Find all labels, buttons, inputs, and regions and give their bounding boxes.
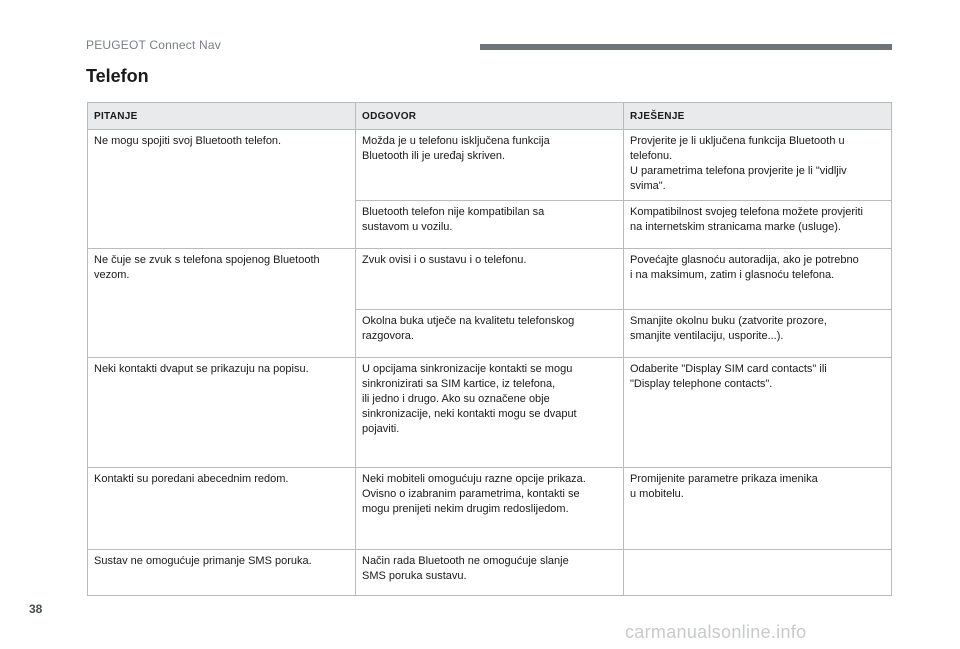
column-header-question: PITANJE	[88, 103, 356, 130]
answer-cell: Način rada Bluetooth ne omogućuje slanje SMS poruka sustavu.	[356, 550, 624, 596]
answer-cell: U opcijama sinkronizacije kontakti se mogu sinkronizirati sa SIM kartice, iz telefona, ili jedno i drugo. Ako su označene obje sinkronizacije, neki kontakti mogu se dvaput pojaviti.	[356, 358, 624, 468]
header-bar	[480, 44, 892, 50]
solution-cell: Provjerite je li uključena funkcija Bluetooth u telefonu. U parametrima telefona provjerite je li "vidljiv svima".	[624, 130, 892, 201]
table-row	[88, 468, 892, 550]
brand-label: PEUGEOT Connect Nav	[86, 38, 221, 52]
solution-cell: Povećajte glasnoću autoradija, ako je potrebno i na maksimum, zatim i glasnoću telefona.	[624, 249, 892, 310]
page-number: 38	[29, 602, 43, 616]
question-cell: Ne čuje se zvuk s telefona spojenog Bluetooth vezom.	[88, 249, 356, 358]
table-row	[88, 249, 892, 310]
answer-cell: Okolna buka utječe na kvalitetu telefonskog razgovora.	[356, 310, 624, 358]
solution-cell: Smanjite okolnu buku (zatvorite prozore, smanjite ventilaciju, usporite...).	[624, 310, 892, 358]
answer-cell: Zvuk ovisi i o sustavu i o telefonu.	[356, 249, 624, 310]
answer-cell: Bluetooth telefon nije kompatibilan sa sustavom u vozilu.	[356, 201, 624, 249]
solution-cell: Promijenite parametre prikaza imenika u mobitelu.	[624, 468, 892, 550]
faq-table	[87, 102, 892, 596]
question-cell: Sustav ne omogućuje primanje SMS poruka.	[88, 550, 356, 596]
column-header-solution: RJEŠENJE	[624, 103, 892, 130]
answer-cell: Možda je u telefonu isključena funkcija Bluetooth ili je uređaj skriven.	[356, 130, 624, 201]
answer-cell: Neki mobiteli omogućuju razne opcije prikaza. Ovisno o izabranim parametrima, kontakti se mogu prenijeti nekim drugim redoslijedom.	[356, 468, 624, 550]
solution-cell	[624, 550, 892, 596]
solution-cell: Kompatibilnost svojeg telefona možete provjeriti na internetskim stranicama marke (usluge).	[624, 201, 892, 249]
question-cell: Neki kontakti dvaput se prikazuju na popisu.	[88, 358, 356, 468]
question-cell: Ne mogu spojiti svoj Bluetooth telefon.	[88, 130, 356, 249]
column-header-answer: ODGOVOR	[356, 103, 624, 130]
solution-cell: Odaberite "Display SIM card contacts" ili "Display telephone contacts".	[624, 358, 892, 468]
watermark: carmanualsonline.info	[625, 622, 807, 642]
table-row	[88, 358, 892, 468]
table-header-row	[88, 103, 892, 130]
table-row	[88, 550, 892, 596]
page-title: Telefon	[86, 66, 149, 86]
question-cell: Kontakti su poredani abecednim redom.	[88, 468, 356, 550]
table-row	[88, 130, 892, 201]
